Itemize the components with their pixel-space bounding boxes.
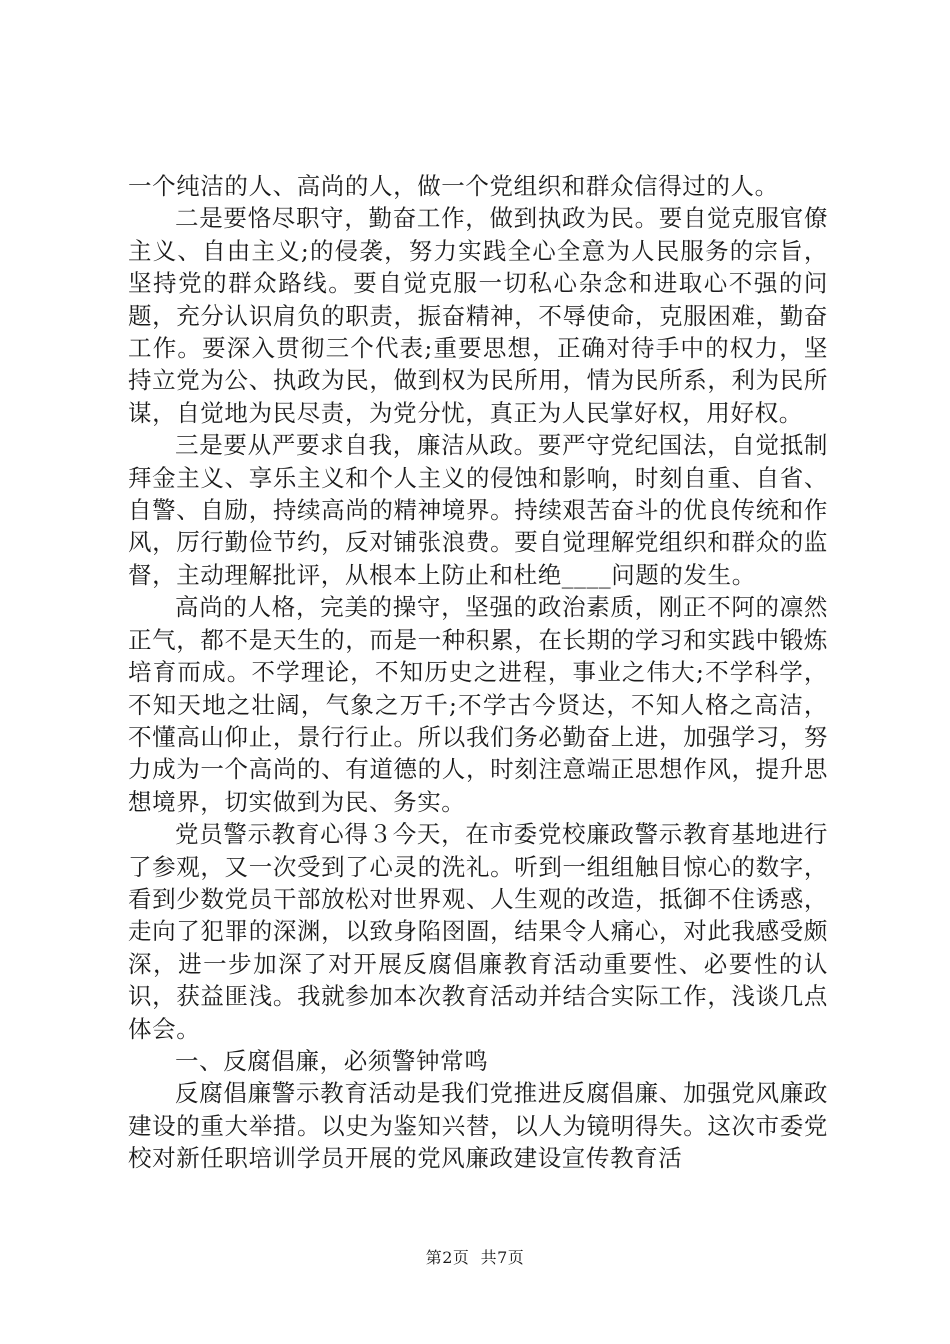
paragraph-2: 二是要恪尽职守，勤奋工作，做到执政为民。要自觉克服官僚主义、自由主义;的侵袭，努力实践全心全意为人民服务的宗旨，坚持党的群众路线。要自觉克服一切私心杂念和进取心不强的问题，充分认识肩负的职责，振奋精神，不辱使命，克服困难，勤奋工作。要深入贯彻三个代表;重要思想，正确对待手中的权力，坚持立党为公、执政为民，做到权为民所用，情为民所系，利为民所谋，自觉地为民尽责，为党分忧，真正为人民掌好权，用好权。 <box>128 204 828 427</box>
paragraph-5: 党员警示教育心得３今天，在市委党校廉政警示教育基地进行了参观，又一次受到了心灵的洗礼。听到一组组触目惊心的数字，看到少数党员干部放松对世界观、人生观的改造，抵御不住诱惑，走向了犯罪的深渊，以致身陷囹圄，结果令人痛心，对此我感受颇深，进一步加深了对开展反腐倡廉教育活动重要性、必要性的认识，获益匪浅。我就参加本次教育活动并结合实际工作，浅谈几点体会。 <box>128 820 828 1043</box>
paragraph-6: 反腐倡廉警示教育活动是我们党推进反腐倡廉、加强党风廉政建设的重大举措。以史为鉴知兴替，以人为镜明得失。这次市委党校对新任职培训学员开展的党风廉政建设宣传教育活 <box>128 1079 828 1173</box>
page-footer <box>0 1245 950 1268</box>
section-heading: 一、反腐倡廉，必须警钟常鸣 <box>175 1046 489 1075</box>
paragraph-4: 高尚的人格，完美的操守，坚强的政治素质，刚正不阿的凛然正气，都不是天生的，而是一种积累，在长期的学习和实践中锻炼培育而成。不学理论，不知历史之进程，事业之伟大;不学科学，不知天地之壮阔，气象之万千;不学古今贤达，不知人格之高洁，不懂高山仰止，景行行止。所以我们务必勤奋上进，加强学习，努力成为一个高尚的、有道德的人，时刻注意端正思想作风，提升思想境界，切实做到为民、务实。 <box>128 593 828 816</box>
paragraph-1: 一个纯洁的人、高尚的人，做一个党组织和群众信得过的人。 <box>128 172 779 200</box>
page-number-label: 第2页 共7页 <box>425 1248 525 1267</box>
document-body <box>128 170 828 1175</box>
paragraph-3: 三是要从严要求自我，廉洁从政。要严守党纪国法，自觉抵制拜金主义、享乐主义和个人主义的侵蚀和影响，时刻自重、自省、自警、自励，持续高尚的精神境界。持续艰苦奋斗的优良传统和作风，厉行勤俭节约，反对铺张浪费。要自觉理解党组织和群众的监督，主动理解批评，从根本上防止和杜绝____问题的发生。 <box>128 431 828 589</box>
